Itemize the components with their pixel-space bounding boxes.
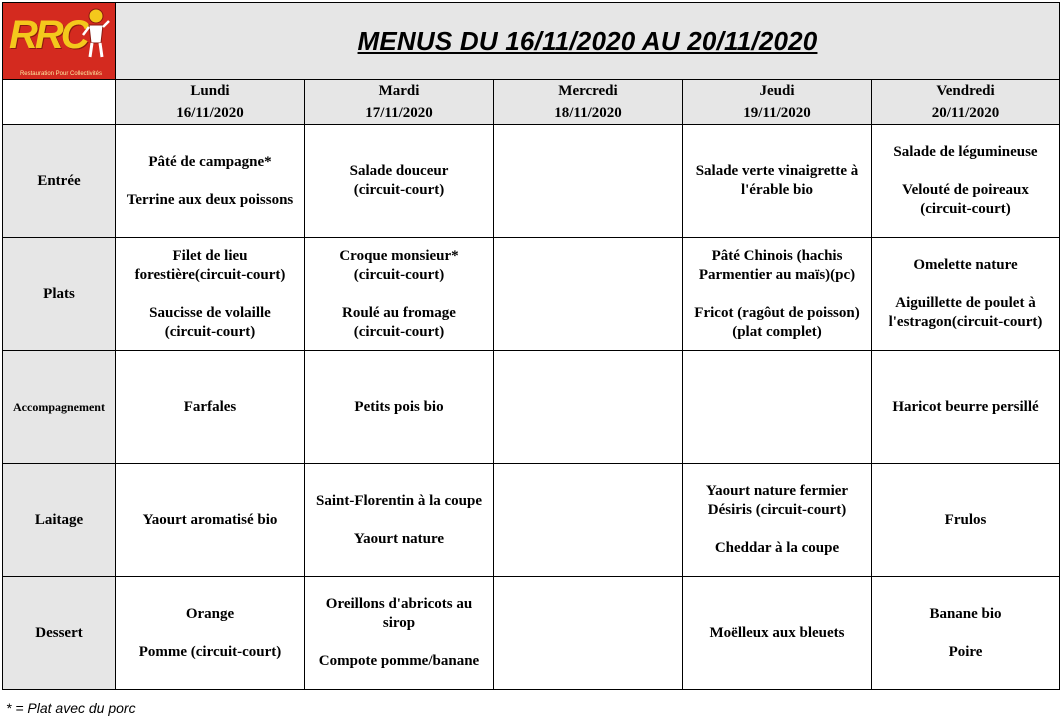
menu-cell <box>872 351 1060 464</box>
dish-text: Frulos <box>944 511 987 528</box>
dish-text: Roulé au fromage <box>342 304 456 321</box>
dish-text: Cheddar à la coupe <box>714 540 840 556</box>
dish-text: Désiris (circuit-court) <box>707 502 847 518</box>
day-header-mercredi <box>494 80 683 125</box>
menu-cell <box>116 125 305 238</box>
dish-text: Farfales <box>183 398 237 415</box>
dish-text: Yaourt nature fermier <box>705 483 849 499</box>
line-gap <box>305 511 493 530</box>
day-header-mardi <box>305 80 494 125</box>
dish-text: Parmentier au maïs)(pc) <box>698 266 856 283</box>
dish-text: Yaourt nature <box>353 530 445 547</box>
menu-cell <box>116 577 305 690</box>
dish-text: Moëlleux aux bleuets <box>709 624 845 641</box>
dish-text: Oreillons d'abricots au <box>325 596 473 612</box>
line-gap <box>683 520 871 539</box>
menu-cell <box>305 351 494 464</box>
menu-cell <box>494 464 683 577</box>
dish-text: forestière(circuit-court) <box>134 266 286 283</box>
dish-text: (circuit-court) <box>920 201 1011 217</box>
dish-text: Croque monsieur* <box>339 247 459 264</box>
logo <box>3 3 116 80</box>
menu-row-laitage <box>3 464 1060 577</box>
dish-text: Haricot beurre persillé <box>892 398 1039 415</box>
day-date: 18/11/2020 <box>554 105 622 121</box>
dish-text: Fricot (ragôut de poisson) <box>694 304 860 321</box>
day-name: Mardi <box>378 83 420 99</box>
row-label: Dessert <box>3 577 116 690</box>
row-label: Laitage <box>3 464 116 577</box>
dish-text: Orange <box>185 605 235 622</box>
logo-text: RRC <box>9 13 87 57</box>
day-name: Lundi <box>190 83 230 99</box>
dish-text: Saint-Florentin à la coupe <box>316 492 482 509</box>
dish-text: (plat complet) <box>732 323 822 340</box>
title-cell <box>116 3 1060 80</box>
dish-text: Compote pomme/banane <box>318 653 480 669</box>
corner-cell <box>3 80 116 125</box>
row-label: Accompagnement <box>3 351 116 464</box>
menu-cell <box>872 238 1060 351</box>
menu-cell <box>872 125 1060 238</box>
line-gap <box>116 624 304 643</box>
dish-text: Salade verte vinaigrette à <box>695 163 859 179</box>
dish-text: (circuit-court) <box>353 266 445 283</box>
line-gap <box>683 285 871 304</box>
dish-text: Pâté de campagne* <box>148 153 272 170</box>
line-gap <box>872 275 1059 294</box>
menu-cell <box>683 351 872 464</box>
menu-cell <box>872 464 1060 577</box>
menu-row-plats <box>3 238 1060 351</box>
line-gap <box>872 162 1059 181</box>
day-header-jeudi <box>683 80 872 125</box>
mascot-icon <box>81 7 111 59</box>
menu-cell <box>116 351 305 464</box>
day-date: 16/11/2020 <box>176 105 244 121</box>
menu-row-accompagnement <box>3 351 1060 464</box>
dish-text: l'érable bio <box>740 182 814 198</box>
dish-text: Terrine aux deux poissons <box>126 191 294 208</box>
dish-text: Yaourt aromatisé bio <box>142 511 278 528</box>
menu-cell <box>116 238 305 351</box>
menu-cell <box>305 577 494 690</box>
line-gap <box>116 172 304 191</box>
logo-subtitle: Restauration Pour Collectivités <box>19 71 103 77</box>
dish-text: Saucisse de volaille <box>149 304 271 321</box>
menu-row-dessert <box>3 577 1060 690</box>
dish-text: Pâté Chinois (hachis <box>711 247 843 264</box>
dish-text: Salade de légumineuse <box>893 144 1038 160</box>
line-gap <box>116 285 304 304</box>
dish-text: Pomme (circuit-court) <box>138 643 282 660</box>
page-title: MENUS DU 16/11/2020 AU 20/11/2020 <box>357 25 818 56</box>
day-date: 20/11/2020 <box>931 105 1000 121</box>
line-gap <box>872 624 1059 643</box>
dish-text: Petits pois bio <box>354 398 444 415</box>
day-name: Mercredi <box>558 83 618 99</box>
dish-text: Velouté de poireaux <box>902 182 1029 198</box>
dish-text: Poire <box>948 643 983 660</box>
menu-cell <box>683 125 872 238</box>
footnote: * = Plat avec du porc <box>6 700 136 716</box>
row-label: Entrée <box>3 125 116 238</box>
menu-cell <box>305 464 494 577</box>
menu-cell <box>494 577 683 690</box>
day-header-vendredi <box>872 80 1060 125</box>
menu-cell <box>116 464 305 577</box>
dish-text: Filet de lieu <box>172 247 248 264</box>
menu-cell <box>494 351 683 464</box>
dish-text: Omelette nature <box>913 257 1018 273</box>
day-date: 17/11/2020 <box>365 105 433 121</box>
line-gap <box>305 285 493 304</box>
dish-text: (circuit-court) <box>353 182 445 198</box>
day-date: 19/11/2020 <box>743 105 811 121</box>
dish-text: (circuit-court) <box>353 323 445 340</box>
menu-cell <box>305 125 494 238</box>
menu-cell <box>683 577 872 690</box>
dish-text: Banane bio <box>929 605 1002 622</box>
dish-text: Salade douceur <box>349 163 449 179</box>
menu-cell <box>872 577 1060 690</box>
menu-cell <box>494 125 683 238</box>
menu-cell <box>494 238 683 351</box>
dish-text: Aiguillette de poulet à <box>895 295 1036 311</box>
day-name: Vendredi <box>936 83 995 99</box>
menu-cell <box>683 464 872 577</box>
day-header-lundi <box>116 80 305 125</box>
menu-cell <box>305 238 494 351</box>
line-gap <box>305 633 493 652</box>
menu-row-entrée <box>3 125 1060 238</box>
dish-text: (circuit-court) <box>164 323 256 340</box>
dish-text: sirop <box>382 615 416 631</box>
row-label: Plats <box>3 238 116 351</box>
menu-cell <box>683 238 872 351</box>
day-name: Jeudi <box>759 83 795 99</box>
menu-table <box>2 2 1060 690</box>
dish-text: l'estragon(circuit-court) <box>888 314 1043 330</box>
